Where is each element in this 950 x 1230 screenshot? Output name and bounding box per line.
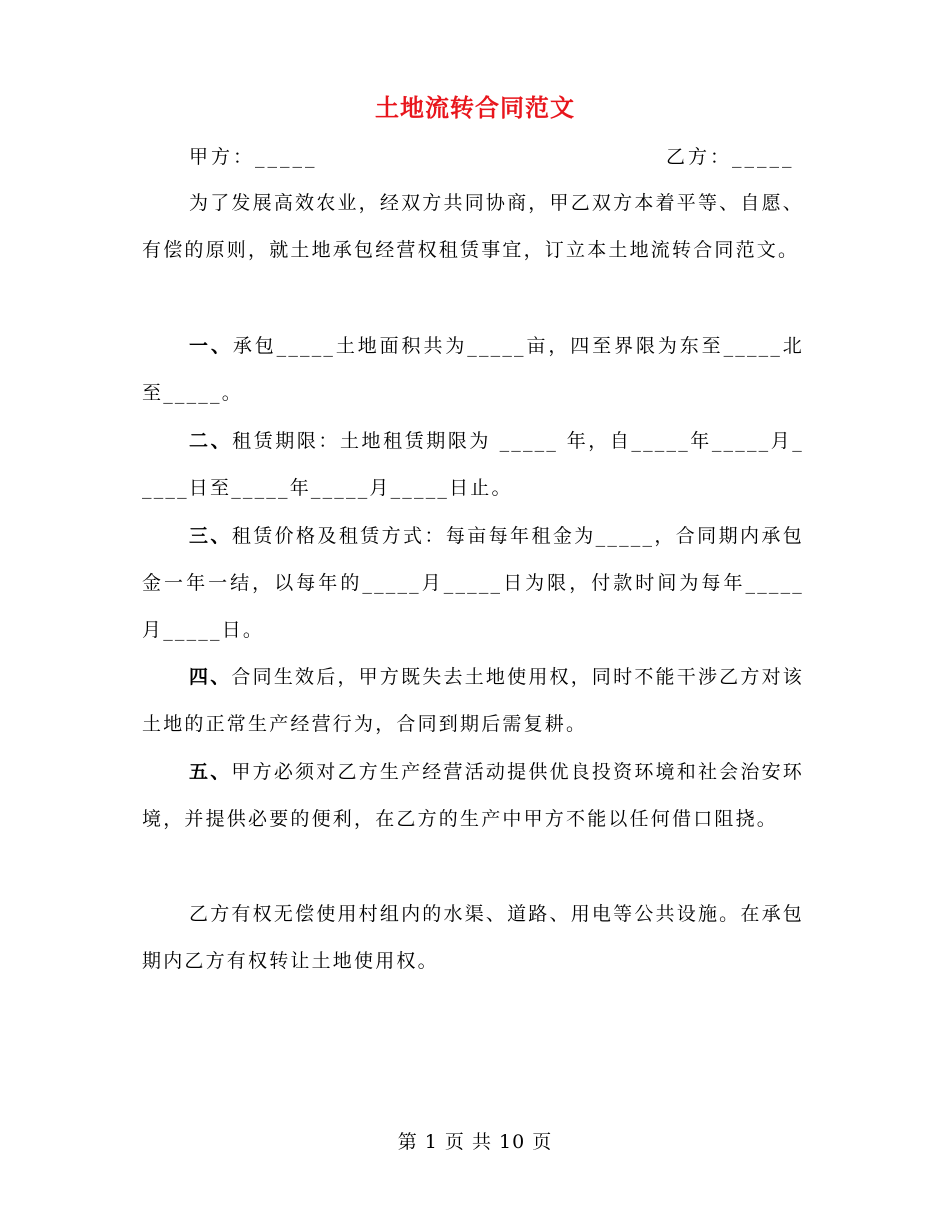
clause-paragraph: [142, 323, 804, 417]
clause-text: 租赁期限：土地租赁期限为 _____ 年，自_____年_____月_____日至_____年_____月_____日止。: [142, 430, 804, 499]
page-number: 第 1 页 共 10 页: [397, 1131, 553, 1153]
clause-paragraph: [142, 418, 804, 512]
clause-number: 五、: [189, 761, 232, 783]
clause-text: 合同生效后，甲方既失去土地使用权，同时不能干涉乙方对该土地的正常生产经营行为，合同到期后需复耕。: [142, 666, 804, 735]
intro-text: 为了发展高效农业，经双方共同协商，甲乙双方本着平等、自愿、有偿的原则，就土地承包经营权租赁事宜，订立本土地流转合同范文。: [142, 192, 804, 261]
clause-text: 承包_____土地面积共为_____亩，四至界限为东至_____北至_____。: [142, 335, 804, 404]
clause-text: 甲方必须对乙方生产经营活动提供优良投资环境和社会治安环境，并提供必要的便利，在乙方的生产中甲方不能以任何借口阻挠。: [142, 761, 804, 830]
clause-number: 四、: [189, 666, 232, 688]
clause-number: 三、: [189, 525, 232, 547]
party-a-label: 甲方：_____: [189, 146, 318, 168]
clause-paragraph: [142, 749, 804, 843]
intro-paragraph: [142, 180, 804, 274]
clause-text: 租赁价格及租赁方式：每亩每年租金为_____，合同期内承包金一年一结，以每年的_____月_____日为限，付款时间为每年_____月_____日。: [142, 525, 804, 641]
clause-paragraph: [142, 513, 804, 654]
closing-paragraph: [142, 891, 804, 985]
clause-number: 一、: [189, 335, 233, 357]
clause-paragraph: [142, 654, 804, 748]
clause-number: 二、: [189, 430, 233, 452]
party-line: [142, 137, 802, 177]
party-b-label: 乙方：_____: [666, 146, 795, 168]
document-title: 土地流转合同范文: [375, 93, 575, 122]
closing-text: 乙方有权无偿使用村组内的水渠、道路、用电等公共设施。在承包期内乙方有权转让土地使用权。: [142, 903, 804, 972]
